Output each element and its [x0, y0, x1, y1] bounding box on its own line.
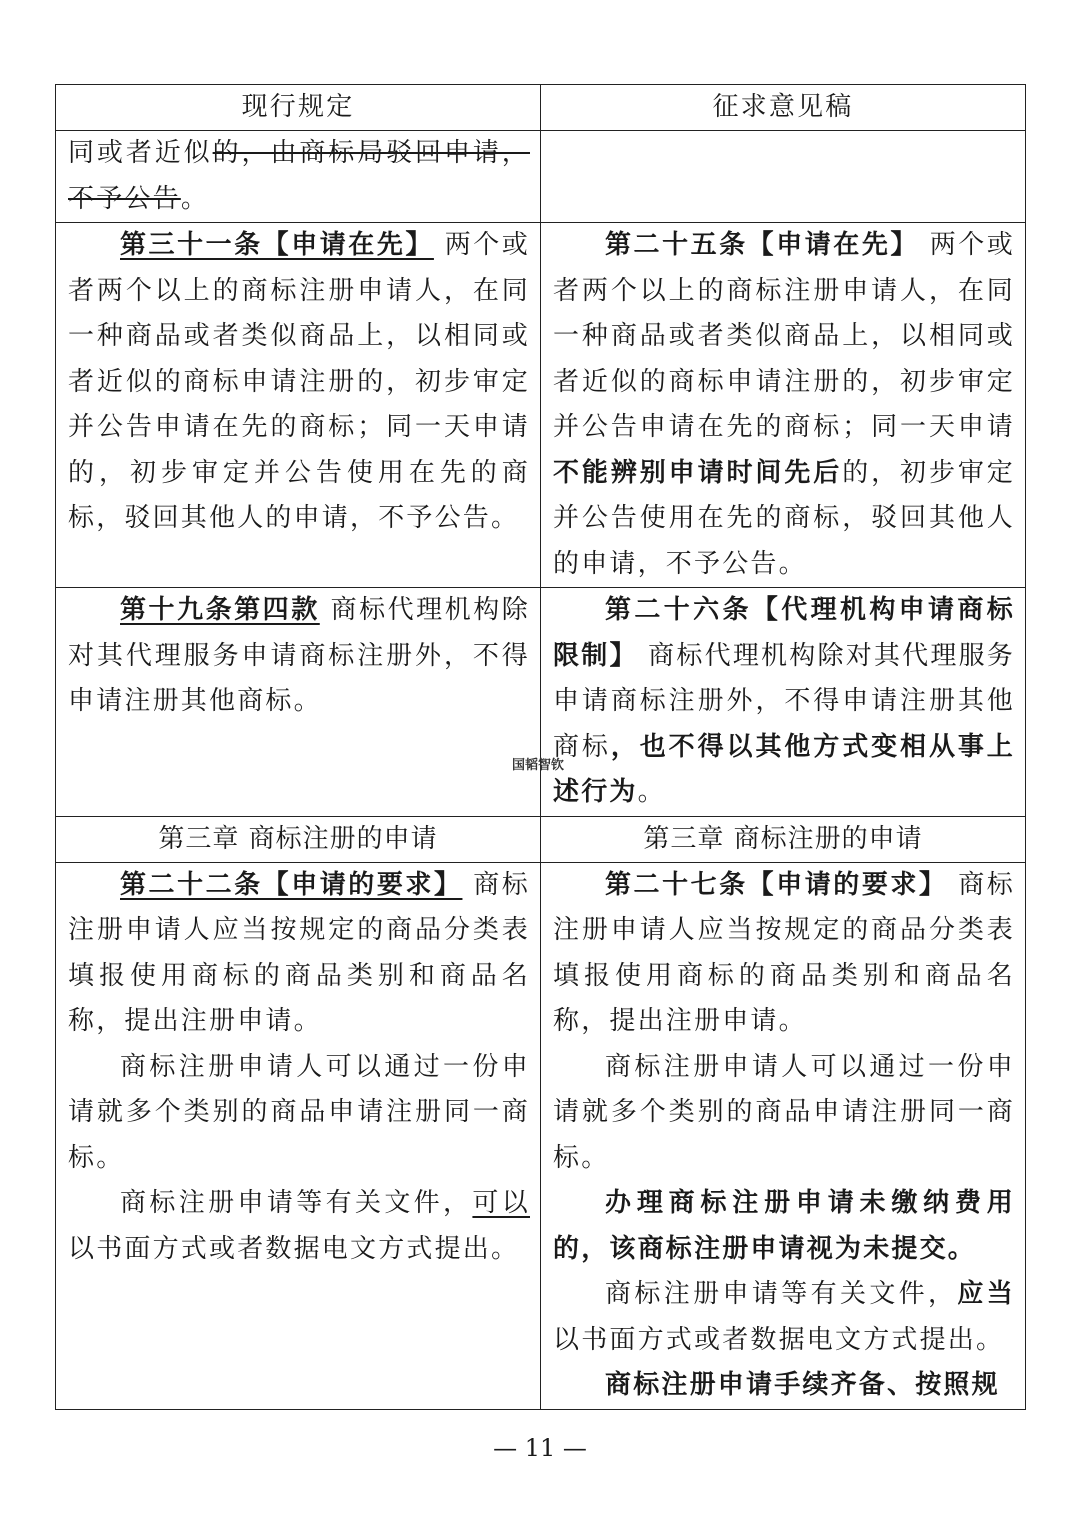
article-text: 两个或者两个以上的商标注册申请人，在同一种商品或者类似商品上，以相同或者近似的商标申请注册的，初步审定并公告申请在先的商标；同一天申请的，初步审定并公告使用在先的商标，驳回其他人的申请，不予公告。: [68, 230, 530, 533]
article-text: 以书面方式或者数据电文方式提出。: [553, 1324, 1005, 1355]
cell-draft: [541, 862, 1026, 1409]
paragraph: 商标注册申请人可以通过一份申请就多个类别的商品申请注册同一商标。: [68, 1051, 530, 1173]
table-row: [56, 588, 1026, 817]
added-paragraph: 商标注册申请手续齐备、按照规: [605, 1370, 1000, 1400]
chapter-heading: 第三章 商标注册的申请: [541, 816, 1026, 862]
chapter-row: [56, 816, 1026, 862]
table-row: [56, 223, 1026, 588]
article-title: 第二十二条【申请的要求】: [120, 869, 463, 900]
paragraph: 商标注册申请人可以通过一份申请就多个类别的商品申请注册同一商标。: [553, 1051, 1015, 1173]
underlined-text: 可以: [472, 1188, 530, 1218]
struck-text: 不予公告: [68, 183, 181, 214]
comparison-table: [55, 84, 1026, 1410]
article-title: 第二十七条【申请的要求】: [605, 869, 948, 900]
article-text: 。: [637, 777, 666, 807]
text: 。: [180, 183, 210, 214]
col-header-draft: 征求意见稿: [541, 85, 1026, 131]
article-text: 商标代理机构除对其代理服务申请商标注册外，不得申请注册其他商标。: [68, 595, 530, 716]
struck-text: 的，由商标局驳回申请，: [212, 138, 530, 168]
article-title: 第二十五条【申请在先】: [605, 230, 919, 260]
article-text: 的，初步审定并公告使用在先的商标，驳回其他人的申请，不予公告。: [553, 457, 1015, 579]
table-row: [56, 131, 1026, 223]
text: 同或者近似: [68, 138, 213, 168]
article-text: 商标代理机构除对其代理服务申请商标注册外，不得申请注册其他商标: [553, 640, 1015, 762]
article-title: 第三十一条【申请在先】: [120, 230, 434, 260]
col-header-current: 现行规定: [56, 85, 541, 131]
cell-current: [56, 223, 541, 588]
added-text: 应当: [957, 1279, 1015, 1309]
article-text: 两个或者两个以上的商标注册申请人，在同一种商品或者类似商品上，以相同或者近似的商标申请注册的，初步审定并公告申请在先的商标；同一天申请: [553, 230, 1015, 442]
article-title: 第十九条第四款: [120, 595, 320, 625]
cell-current: [56, 131, 541, 223]
article-text: 以书面方式或者数据电文方式提出。: [68, 1233, 520, 1264]
article-text: 商标注册申请等有关文件，: [120, 1188, 473, 1218]
watermark: 国韬智钦: [512, 758, 565, 773]
chapter-heading: 第三章 商标注册的申请: [56, 816, 541, 862]
added-paragraph: 办理商标注册申请未缴纳费用的，该商标注册申请视为未提交。: [553, 1188, 1015, 1264]
article-text: 商标注册申请等有关文件，: [605, 1279, 958, 1309]
table-row: [56, 862, 1026, 1409]
cell-draft: [541, 223, 1026, 588]
header-row: [56, 85, 1026, 131]
page-number: — 11 —: [493, 1434, 587, 1462]
added-text: ，也不得以其他方式变相从事上述行为: [553, 731, 1015, 807]
added-text: 不能辨别申请时间先后: [553, 457, 843, 488]
article-text: 商标注册申请人应当按规定的商品分类表填报使用商标的商品类别和商品名称，提出注册申请。: [68, 869, 530, 1036]
cell-draft: [541, 588, 1026, 817]
article-title: 第二十六条【代理机构申请商标限制】: [553, 595, 1015, 671]
cell-current: [56, 862, 541, 1409]
cell-current: [56, 588, 541, 817]
article-text: 商标注册申请人应当按规定的商品分类表填报使用商标的商品类别和商品名称，提出注册申请。: [553, 869, 1015, 1036]
cell-draft: [541, 131, 1026, 223]
